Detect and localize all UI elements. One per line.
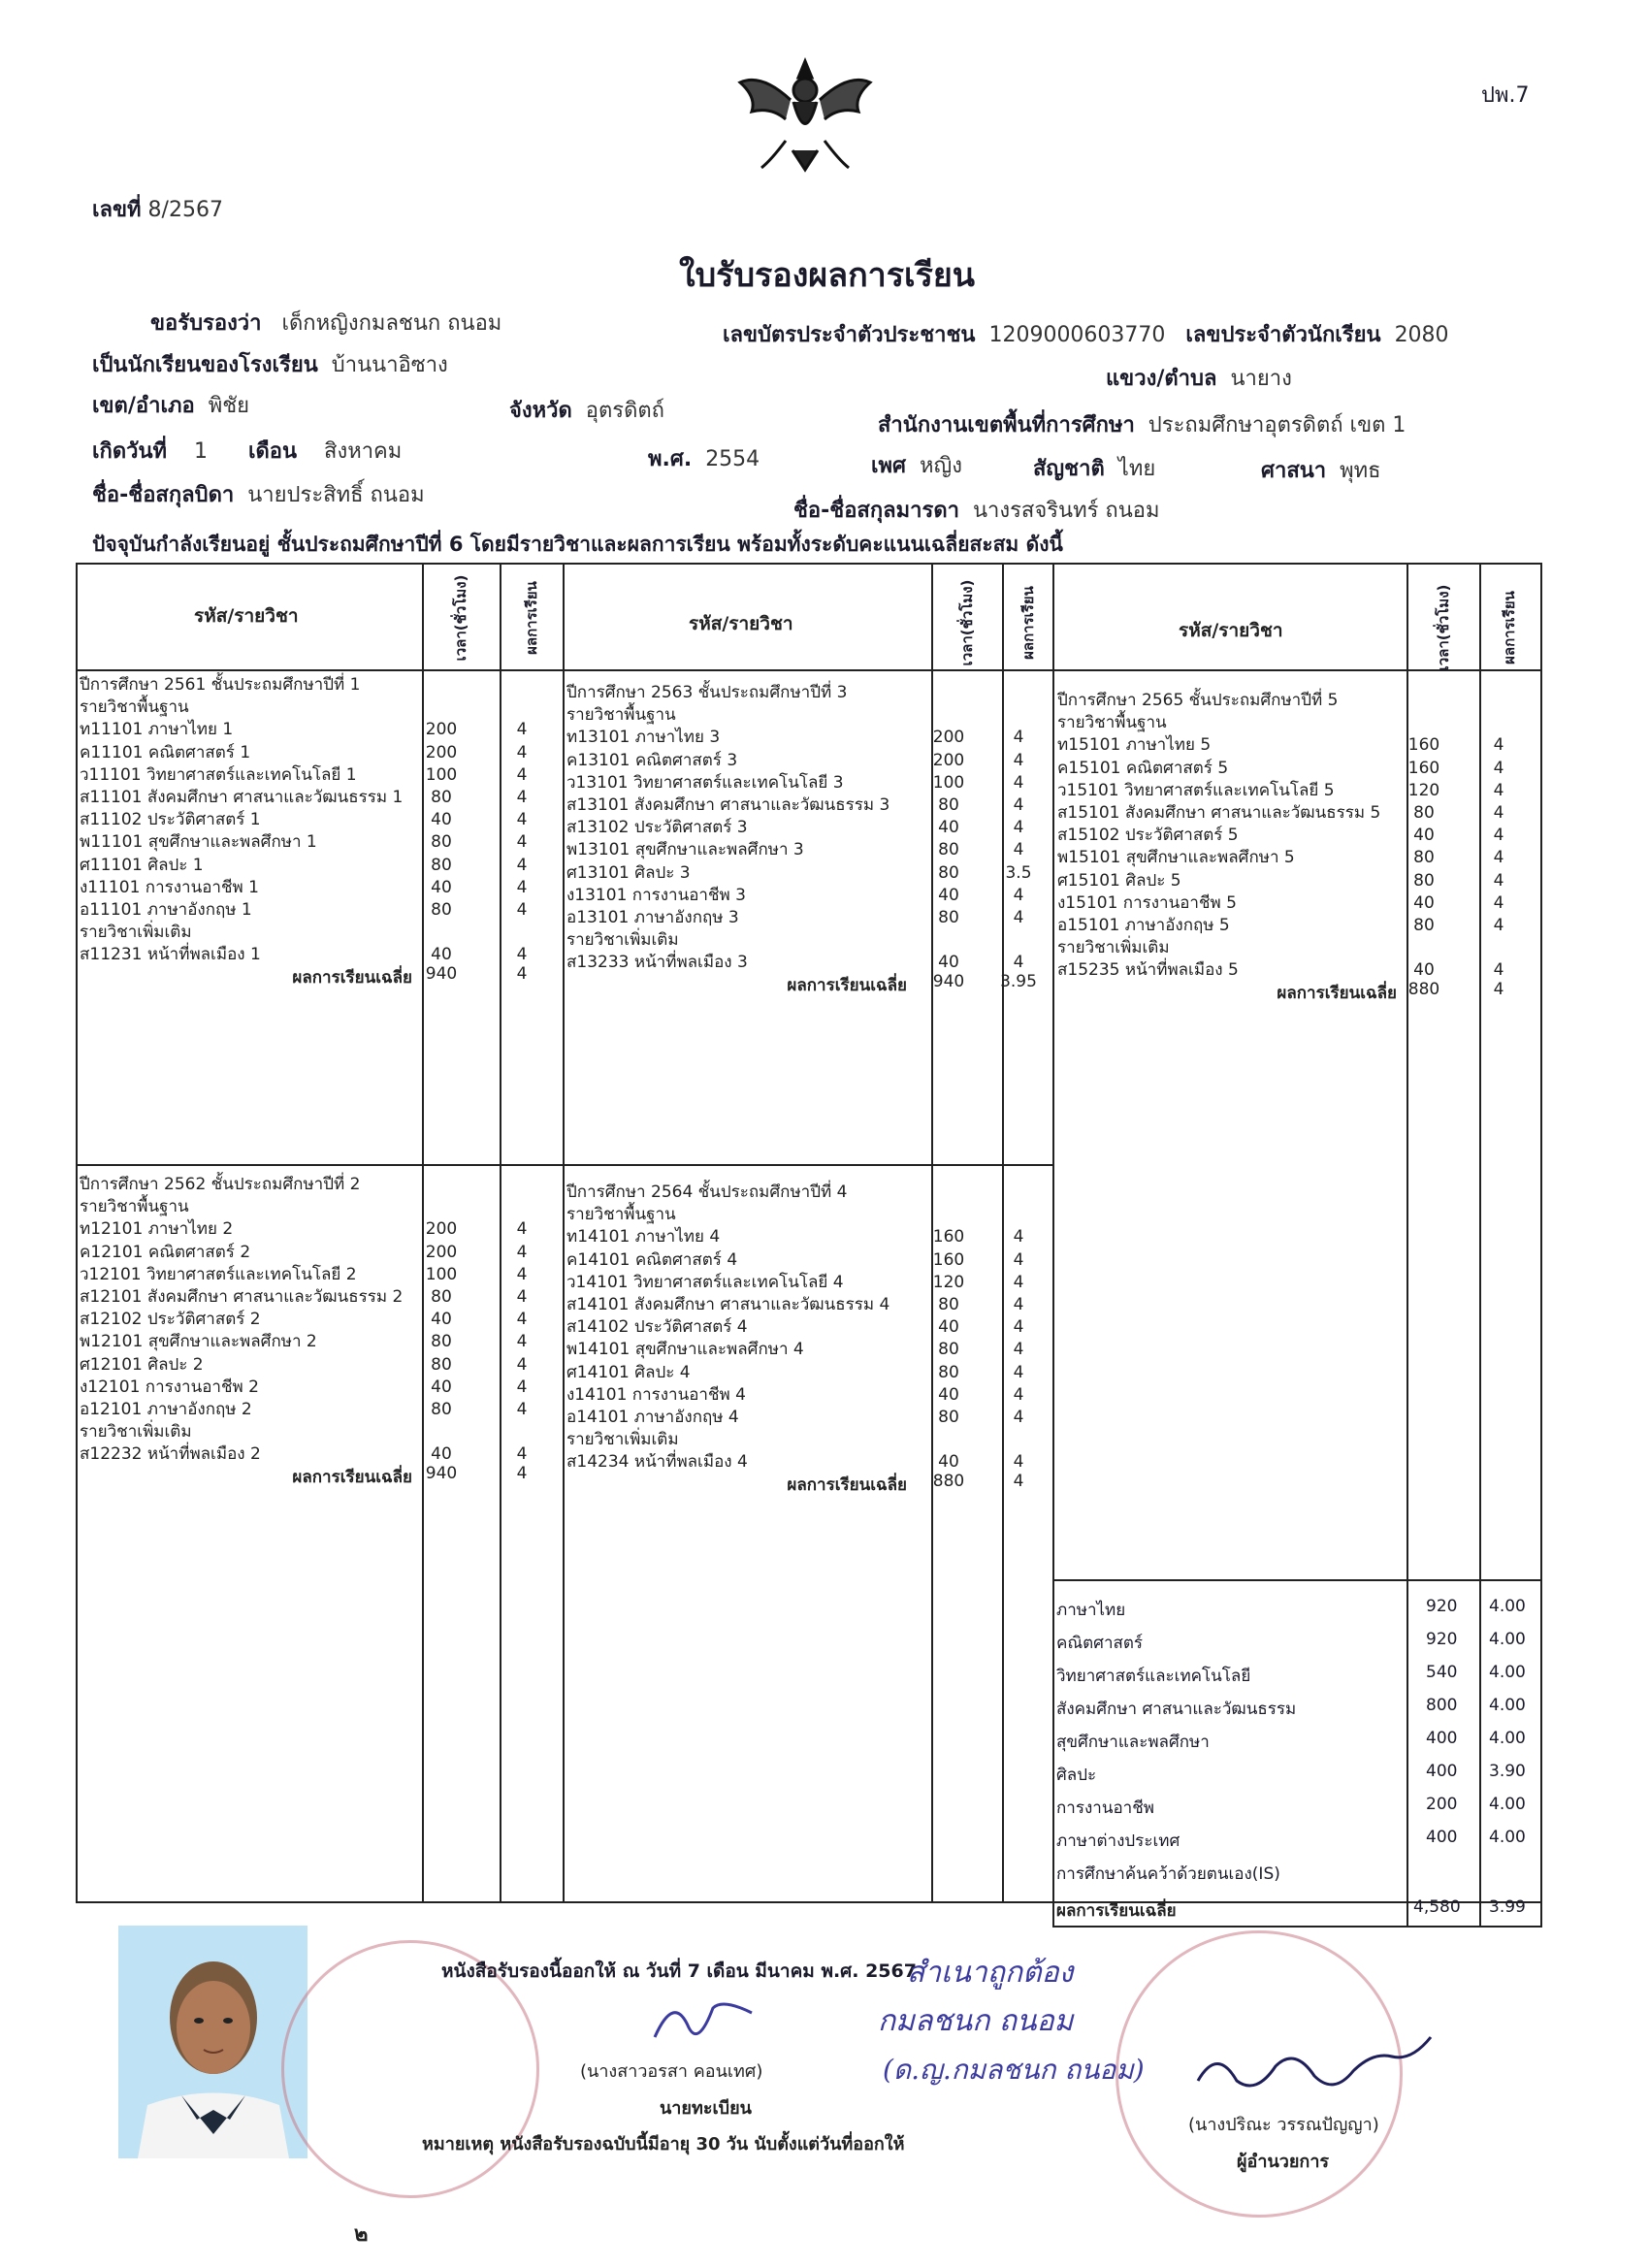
subject-name: พ14101 สุขศึกษาและพลศึกษา 4: [566, 1340, 804, 1360]
subject-hours: 80: [938, 908, 959, 927]
subject-name: ส13102 ประวัติศาสตร์ 3: [566, 818, 748, 838]
student-photo: [118, 1926, 307, 2158]
subject-name: พ13101 สุขศึกษาและพลศึกษา 3: [566, 840, 804, 860]
birth-day-label: เกิดวันที่: [92, 439, 168, 464]
subject-hours: 80: [431, 1332, 452, 1352]
registrar-title: นายทะเบียน: [660, 2098, 752, 2119]
subject-grade: 4: [516, 788, 528, 807]
handwritten-certified-copy: สำเนาถูกต้อง: [907, 1956, 1074, 1990]
subject-name: ค15101 คณิตศาสตร์ 5: [1057, 758, 1229, 778]
father-line: [92, 477, 425, 511]
summary-subject: การศึกษาค้นคว้าด้วยตนเอง(IS): [1056, 1864, 1280, 1884]
doc-number: [92, 192, 223, 226]
summary-hours: 400: [1426, 1828, 1458, 1847]
status-line: ปัจจุบันกำลังเรียนอยู่ ชั้นประถมศึกษาปีที่ 6 โดยมีรายวิชาและผลการเรียน พร้อมทั้งระดับคะแนนเฉลี่ยสะสม ดังนี้: [92, 533, 1063, 556]
subject-grade: 3.5: [1005, 862, 1032, 883]
summary-hours: 800: [1426, 1696, 1458, 1715]
year-average-label: ผลการเรียนเฉลี่ย: [1277, 983, 1397, 1003]
office-value: ประถมศึกษาอุตรดิตถ์ เขต 1: [1148, 413, 1406, 437]
subject-grade: 4: [1013, 1272, 1024, 1292]
summary-row: [1052, 1822, 1533, 1855]
subject-name: พ11101 สุขศึกษาและพลศึกษา 1: [80, 832, 317, 853]
year-heading: ปีการศึกษา 2564 ชั้นประถมศึกษาปีที่ 4: [566, 1183, 848, 1202]
province-value: อุตรดิตถ์: [585, 399, 664, 423]
subject-hours: 80: [431, 1287, 452, 1307]
summary-row: [1052, 1723, 1533, 1756]
summary-subject: สังคมศึกษา ศาสนาและวัฒนธรรม: [1056, 1700, 1297, 1719]
section-label-basic: รายวิชาพื้นฐาน: [566, 705, 676, 726]
birth-month-label: เดือน: [247, 439, 298, 464]
subject-hours: 40: [431, 810, 452, 830]
subject-name: ง12101 การงานอาชีพ 2: [80, 1377, 259, 1397]
year-average-grade: 4: [1013, 1471, 1024, 1491]
subject-hours: 80: [938, 1295, 959, 1314]
subject-name: ส13101 สังคมศึกษา ศาสนาและวัฒนธรรม 3: [566, 795, 890, 815]
birth-year-line: [648, 441, 760, 475]
subject-grade: 4: [516, 1287, 528, 1307]
subject-name: ว14101 วิทยาศาสตร์และเทคโนโลยี 4: [566, 1272, 844, 1292]
subject-hours: 200: [425, 1219, 458, 1240]
subject-name: ง11101 การงานอาชีพ 1: [80, 877, 259, 897]
subject-name: ค11101 คณิตศาสตร์ 1: [80, 742, 251, 762]
office-line: [878, 407, 1406, 441]
summary-total-row: [1052, 1892, 1533, 1925]
subject-hours: 100: [932, 772, 965, 793]
subject-hours: 40: [431, 1444, 452, 1465]
doc-number-label: เลขที่: [92, 198, 142, 222]
subject-grade: 4: [1013, 1362, 1024, 1382]
province-label: จังหวัด: [509, 399, 572, 423]
sex-line: [871, 448, 962, 482]
garuda-emblem: [732, 53, 878, 175]
handwritten-name: กมลชนก ถนอม: [878, 2004, 1074, 2038]
subject-hours: 40: [938, 885, 959, 905]
subject-hours: 200: [932, 750, 965, 770]
year-average-hours: 940: [932, 971, 965, 991]
religion-value: พุทธ: [1340, 459, 1381, 483]
issued-statement: หนังสือรับรองนี้ออกให้ ณ วันที่ 7 เดือน มีนาคม พ.ศ. 2567: [441, 1960, 917, 1982]
summary-subject: ภาษาต่างประเทศ: [1056, 1831, 1180, 1851]
subject-grade: 4: [516, 855, 528, 875]
subject-hours: 40: [431, 877, 452, 897]
subject-name: อ15101 ภาษาอังกฤษ 5: [1057, 916, 1230, 935]
religion-label: ศาสนา: [1261, 459, 1327, 483]
summary-row: [1052, 1855, 1533, 1888]
section-label-basic: รายวิชาพื้นฐาน: [80, 697, 189, 718]
section-label-extra: รายวิชาเพิ่มเติม: [566, 930, 679, 951]
subject-hours: 80: [431, 1400, 452, 1419]
col-header-grade-2: ผลการเรียน: [1019, 586, 1037, 660]
student-no-label: เลขประจำตัวนักเรียน: [1185, 323, 1381, 347]
mother-line: [793, 493, 1159, 527]
subject-name: ศ13101 ศิลปะ 3: [566, 862, 691, 883]
birth-year-label: พ.ศ.: [648, 447, 693, 471]
subject-name: ท11101 ภาษาไทย 1: [80, 720, 234, 740]
subject-hours: 200: [932, 728, 965, 748]
subject-name: ค13101 คณิตศาสตร์ 3: [566, 750, 738, 770]
subject-name: ท12101 ภาษาไทย 2: [80, 1219, 234, 1240]
cert-line: [150, 306, 501, 340]
birth-month-value: สิงหาคม: [324, 439, 403, 464]
summary-subject: สุขศึกษาและพลศึกษา: [1056, 1733, 1210, 1752]
subject-grade: 4: [1013, 885, 1024, 905]
year-average-hours: 880: [932, 1471, 965, 1491]
subject-grade: 4: [1013, 1249, 1024, 1270]
col-header-hours-2: เวลา(ชั่วโมง): [958, 579, 976, 666]
subject-hours: 80: [938, 862, 959, 883]
subject-grade: 4: [1493, 960, 1504, 981]
summary-grade: 4.00: [1489, 1828, 1526, 1847]
subject-hours: 40: [431, 1377, 452, 1397]
subject-name: ส11231 หน้าที่พลเมือง 1: [80, 945, 261, 965]
subject-hours: 80: [1413, 916, 1435, 935]
subject-hours: 80: [1413, 803, 1435, 823]
id-line: [723, 317, 1449, 351]
year-heading: ปีการศึกษา 2563 ชั้นประถมศึกษาปีที่ 3: [566, 683, 848, 702]
col-header-grade-3: ผลการเรียน: [1501, 591, 1518, 664]
year-average-hours: 880: [1407, 979, 1440, 999]
summary-total-label: ผลการเรียนเฉลี่ย: [1056, 1901, 1177, 1921]
summary-subject: การงานอาชีพ: [1056, 1798, 1154, 1818]
student-no-value: 2080: [1394, 323, 1449, 347]
subject-name: ส14102 ประวัติศาสตร์ 4: [566, 1317, 748, 1338]
sex-label: เพศ: [871, 454, 906, 478]
subject-hours: 40: [1413, 960, 1435, 981]
subject-name: ง14101 การงานอาชีพ 4: [566, 1384, 746, 1405]
subject-grade: 4: [1013, 795, 1024, 815]
subject-name: ท13101 ภาษาไทย 3: [566, 728, 721, 748]
summary-grade: 4.00: [1489, 1630, 1526, 1649]
summary-grade: 4.00: [1489, 1663, 1526, 1682]
subject-hours: 80: [431, 1354, 452, 1375]
id-value: 1209000603770: [988, 323, 1166, 347]
mother-value: นางรสจรินทร์ ถนอม: [972, 499, 1160, 523]
section-label-basic: รายวิชาพื้นฐาน: [80, 1197, 189, 1217]
summary-row: [1052, 1624, 1533, 1657]
footer-note: หมายเหตุ หนังสือรับรองฉบับนี้มีอายุ 30 วัน นับตั้งแต่วันที่ออกให้: [422, 2134, 905, 2155]
subject-grade: 4: [1013, 908, 1024, 927]
subject-name: พ15101 สุขศึกษาและพลศึกษา 5: [1057, 848, 1295, 868]
father-value: นายประสิทธิ์ ถนอม: [247, 483, 425, 507]
summary-hours: 400: [1426, 1729, 1458, 1748]
office-label: สำนักงานเขตพื้นที่การศึกษา: [878, 413, 1135, 437]
subject-grade: 4: [1493, 870, 1504, 891]
subject-hours: 40: [938, 953, 959, 973]
subject-grade: 4: [516, 1332, 528, 1352]
subject-name: ค12101 คณิตศาสตร์ 2: [80, 1242, 251, 1262]
subject-grade: 4: [1013, 728, 1024, 748]
summary-hours: 920: [1426, 1597, 1458, 1616]
subject-hours: 80: [1413, 870, 1435, 891]
subject-name: ค14101 คณิตศาสตร์ 4: [566, 1249, 738, 1270]
summary-row: [1052, 1690, 1533, 1723]
subject-hours: 80: [938, 840, 959, 860]
subject-grade: 4: [1013, 1295, 1024, 1314]
subject-hours: 40: [431, 945, 452, 965]
director-title: ผู้อำนวยการ: [1237, 2152, 1330, 2172]
summary-hours: 920: [1426, 1630, 1458, 1649]
subject-hours: 80: [938, 1408, 959, 1427]
subject-grade: 4: [1013, 1340, 1024, 1360]
summary-hours: 200: [1426, 1795, 1458, 1814]
subject-name: ส12102 ประวัติศาสตร์ 2: [80, 1310, 261, 1330]
subject-grade: 4: [516, 1219, 528, 1240]
col-header-subject-1: รหัส/รายวิชา: [194, 605, 299, 627]
subject-name: ศ11101 ศิลปะ 1: [80, 855, 204, 875]
year-heading: ปีการศึกษา 2562 ชั้นประถมศึกษาปีที่ 2: [80, 1175, 361, 1194]
subject-hours: 40: [1413, 826, 1435, 846]
section-label-basic: รายวิชาพื้นฐาน: [1057, 713, 1167, 733]
year-average-label: ผลการเรียนเฉลี่ย: [292, 967, 412, 988]
subject-grade: 4: [1013, 1227, 1024, 1247]
col-header-subject-3: รหัส/รายวิชา: [1179, 620, 1283, 641]
subject-hours: 80: [938, 1362, 959, 1382]
subject-name: อ14101 ภาษาอังกฤษ 4: [566, 1408, 739, 1427]
subject-grade: 4: [516, 810, 528, 830]
summary-total-grade: 3.99: [1489, 1897, 1526, 1917]
subject-name: ส15101 สังคมศึกษา ศาสนาและวัฒนธรรม 5: [1057, 803, 1381, 823]
summary-grade: 4.00: [1489, 1729, 1526, 1748]
subject-hours: 120: [932, 1272, 965, 1292]
col-header-subject-2: รหัส/รายวิชา: [689, 613, 793, 634]
doc-number-value: 8/2567: [147, 198, 223, 222]
subject-name: ส11102 ประวัติศาสตร์ 1: [80, 810, 261, 830]
school-line: [92, 347, 448, 381]
director-name: (นางปริณะ วรรณปัญญา): [1188, 2115, 1379, 2135]
subject-name: ง13101 การงานอาชีพ 3: [566, 885, 746, 905]
summary-grade: 3.90: [1489, 1762, 1526, 1781]
subject-hours: 40: [431, 1310, 452, 1330]
page-title: ใบรับรองผลการเรียน: [679, 256, 976, 295]
year-average-grade: 4: [1493, 979, 1504, 999]
subject-name: ส12101 สังคมศึกษา ศาสนาและวัฒนธรรม 2: [80, 1287, 404, 1307]
summary-grade: 4.00: [1489, 1795, 1526, 1814]
subject-grade: 4: [1493, 780, 1504, 800]
subject-name: อ12101 ภาษาอังกฤษ 2: [80, 1400, 252, 1419]
nationality-line: [1033, 451, 1155, 485]
summary-hours: 400: [1426, 1762, 1458, 1781]
mother-label: ชื่อ-ชื่อสกุลมารดา: [793, 499, 959, 523]
subject-hours: 80: [938, 795, 959, 815]
subject-grade: 4: [516, 1400, 528, 1419]
subject-grade: 4: [1013, 1452, 1024, 1473]
subject-name: ส11101 สังคมศึกษา ศาสนาและวัฒนธรรม 1: [80, 788, 404, 807]
subject-hours: 80: [431, 855, 452, 875]
subdistrict-line: [1106, 361, 1292, 395]
subject-grade: 4: [516, 764, 528, 785]
subject-grade: 4: [1013, 1384, 1024, 1405]
subject-grade: 4: [516, 877, 528, 897]
year-heading: ปีการศึกษา 2565 ชั้นประถมศึกษาปีที่ 5: [1057, 691, 1339, 710]
sex-value: หญิง: [920, 454, 962, 478]
subject-grade: 4: [516, 832, 528, 853]
subject-name: ส15235 หน้าที่พลเมือง 5: [1057, 960, 1239, 981]
subject-grade: 4: [516, 1310, 528, 1330]
subject-hours: 40: [938, 818, 959, 838]
year-average-label: ผลการเรียนเฉลี่ย: [787, 975, 907, 995]
section-label-extra: รายวิชาเพิ่มเติม: [80, 1422, 192, 1442]
subject-name: ส14101 สังคมศึกษา ศาสนาและวัฒนธรรม 4: [566, 1295, 890, 1314]
summary-subject: วิทยาศาสตร์และเทคโนโลยี: [1056, 1667, 1251, 1686]
subject-name: ท14101 ภาษาไทย 4: [566, 1227, 721, 1247]
subject-name: ท15101 ภาษาไทย 5: [1057, 735, 1212, 756]
cert-label: ขอรับรองว่า: [150, 311, 262, 336]
year-average-grade: 4: [516, 1463, 528, 1483]
subject-grade: 4: [516, 1264, 528, 1284]
subject-hours: 100: [425, 764, 458, 785]
subject-hours: 80: [431, 900, 452, 920]
section-label-extra: รายวิชาเพิ่มเติม: [80, 923, 192, 943]
district-label: เขต/อำเภอ: [92, 394, 195, 418]
district-line: [92, 388, 249, 422]
school-value: บ้านนาอิซาง: [331, 353, 448, 377]
subject-grade: 4: [1493, 826, 1504, 846]
district-value: พิชัย: [208, 394, 250, 418]
subject-hours: 40: [1413, 892, 1435, 913]
subject-name: ศ15101 ศิลปะ 5: [1057, 870, 1181, 891]
summary-total-hours: 4,580: [1413, 1897, 1461, 1917]
subject-grade: 4: [516, 1242, 528, 1262]
subdistrict-label: แขวง/ตำบล: [1106, 367, 1217, 391]
subject-grade: 4: [1493, 892, 1504, 913]
subdistrict-value: นายาง: [1230, 367, 1292, 391]
year-average-grade: 4: [516, 963, 528, 984]
subject-grade: 4: [1493, 758, 1504, 778]
subject-name: ศ12101 ศิลปะ 2: [80, 1354, 204, 1375]
subject-grade: 4: [1493, 848, 1504, 868]
subject-hours: 100: [425, 1264, 458, 1284]
subject-grade: 4: [1493, 735, 1504, 756]
summary-subject: ศิลปะ: [1056, 1766, 1097, 1785]
summary-grade: 4.00: [1489, 1696, 1526, 1715]
subject-hours: 160: [932, 1249, 965, 1270]
father-label: ชื่อ-ชื่อสกุลบิดา: [92, 483, 235, 507]
subject-name: ส13233 หน้าที่พลเมือง 3: [566, 953, 748, 973]
year-average-label: ผลการเรียนเฉลี่ย: [787, 1474, 907, 1495]
nationality-value: ไทย: [1117, 457, 1156, 481]
year-heading: ปีการศึกษา 2561 ชั้นประถมศึกษาปีที่ 1: [80, 675, 361, 695]
subject-grade: 4: [1013, 772, 1024, 793]
registrar-signature: [645, 1989, 761, 2060]
summary-row: [1052, 1591, 1533, 1624]
summary-hours: 540: [1426, 1663, 1458, 1682]
year-average-hours: 940: [425, 1463, 458, 1483]
section-label-extra: รายวิชาเพิ่มเติม: [566, 1430, 679, 1450]
subject-grade: 4: [516, 1354, 528, 1375]
subject-name: พ12101 สุขศึกษาและพลศึกษา 2: [80, 1332, 317, 1352]
subject-hours: 160: [932, 1227, 965, 1247]
subject-grade: 4: [516, 742, 528, 762]
id-label: เลขบัตรประจำตัวประชาชน: [723, 323, 976, 347]
section-label-basic: รายวิชาพื้นฐาน: [566, 1205, 676, 1225]
subject-hours: 40: [938, 1384, 959, 1405]
subject-hours: 200: [425, 720, 458, 740]
subject-name: ว12101 วิทยาศาสตร์และเทคโนโลยี 2: [80, 1264, 357, 1284]
subject-name: ง15101 การงานอาชีพ 5: [1057, 892, 1237, 913]
subject-hours: 200: [425, 1242, 458, 1262]
doc-code: ปพ.7: [1481, 83, 1530, 108]
subject-grade: 4: [516, 900, 528, 920]
registrar-name: (นางสาวอรสา คอนเทศ): [580, 2061, 763, 2082]
summary-row: [1052, 1789, 1533, 1822]
religion-line: [1261, 453, 1381, 487]
subject-grade: 4: [1493, 916, 1504, 935]
subject-hours: 160: [1407, 758, 1440, 778]
subject-grade: 4: [1013, 818, 1024, 838]
subject-hours: 40: [938, 1317, 959, 1338]
subject-grade: 4: [1013, 1317, 1024, 1338]
subject-hours: 80: [1413, 848, 1435, 868]
col-header-hours-1: เวลา(ชั่วโมง): [452, 574, 469, 662]
summary-row: [1052, 1657, 1533, 1690]
year-average-grade: 3.95: [1000, 971, 1037, 991]
subject-hours: 120: [1407, 780, 1440, 800]
subject-name: ว13101 วิทยาศาสตร์และเทคโนโลยี 3: [566, 772, 844, 793]
subject-hours: 80: [938, 1340, 959, 1360]
summary-subject: ภาษาไทย: [1056, 1601, 1126, 1620]
summary-subject: คณิตศาสตร์: [1056, 1634, 1144, 1653]
subject-hours: 200: [425, 742, 458, 762]
subject-grade: 4: [1013, 1408, 1024, 1427]
col-header-grade-1: ผลการเรียน: [523, 581, 540, 655]
subject-hours: 40: [938, 1452, 959, 1473]
subject-name: อ13101 ภาษาอังกฤษ 3: [566, 908, 739, 927]
birth-day-value: 1: [194, 439, 209, 464]
handwritten-fullname: (ด.ญ.กมลชนก ถนอม): [883, 2054, 1145, 2086]
nationality-label: สัญชาติ: [1033, 457, 1105, 481]
birth-year-value: 2554: [705, 447, 760, 471]
page-mark: ๒: [354, 2222, 369, 2247]
subject-name: ว11101 วิทยาศาสตร์และเทคโนโลยี 1: [80, 764, 357, 785]
birth-line: [92, 434, 402, 468]
school-label: เป็นนักเรียนของโรงเรียน: [92, 353, 318, 377]
summary-row: [1052, 1756, 1533, 1789]
subject-name: ส14234 หน้าที่พลเมือง 4: [566, 1452, 748, 1473]
subject-grade: 4: [1493, 803, 1504, 823]
student-name: เด็กหญิงกมลชนก ถนอม: [281, 311, 502, 336]
subject-hours: 80: [431, 788, 452, 807]
subject-grade: 4: [1013, 750, 1024, 770]
year-average-label: ผลการเรียนเฉลี่ย: [292, 1467, 412, 1487]
subject-name: อ11101 ภาษาอังกฤษ 1: [80, 900, 252, 920]
subject-name: ว15101 วิทยาศาสตร์และเทคโนโลยี 5: [1057, 780, 1335, 800]
subject-grade: 4: [516, 720, 528, 740]
section-label-extra: รายวิชาเพิ่มเติม: [1057, 938, 1170, 958]
subject-grade: 4: [516, 1377, 528, 1397]
subject-hours: 80: [431, 832, 452, 853]
year-average-hours: 940: [425, 963, 458, 984]
subject-grade: 4: [1013, 840, 1024, 860]
subject-name: ส12232 หน้าที่พลเมือง 2: [80, 1444, 261, 1465]
subject-grade: 4: [516, 1444, 528, 1465]
director-signature: [1188, 2027, 1440, 2109]
subject-hours: 160: [1407, 735, 1440, 756]
subject-name: ศ14101 ศิลปะ 4: [566, 1362, 691, 1382]
summary-grade: 4.00: [1489, 1597, 1526, 1616]
col-header-hours-3: เวลา(ชั่วโมง): [1435, 584, 1452, 671]
subject-name: ส15102 ประวัติศาสตร์ 5: [1057, 826, 1239, 846]
subject-grade: 4: [1013, 953, 1024, 973]
subject-grade: 4: [516, 945, 528, 965]
province-line: [509, 393, 664, 427]
